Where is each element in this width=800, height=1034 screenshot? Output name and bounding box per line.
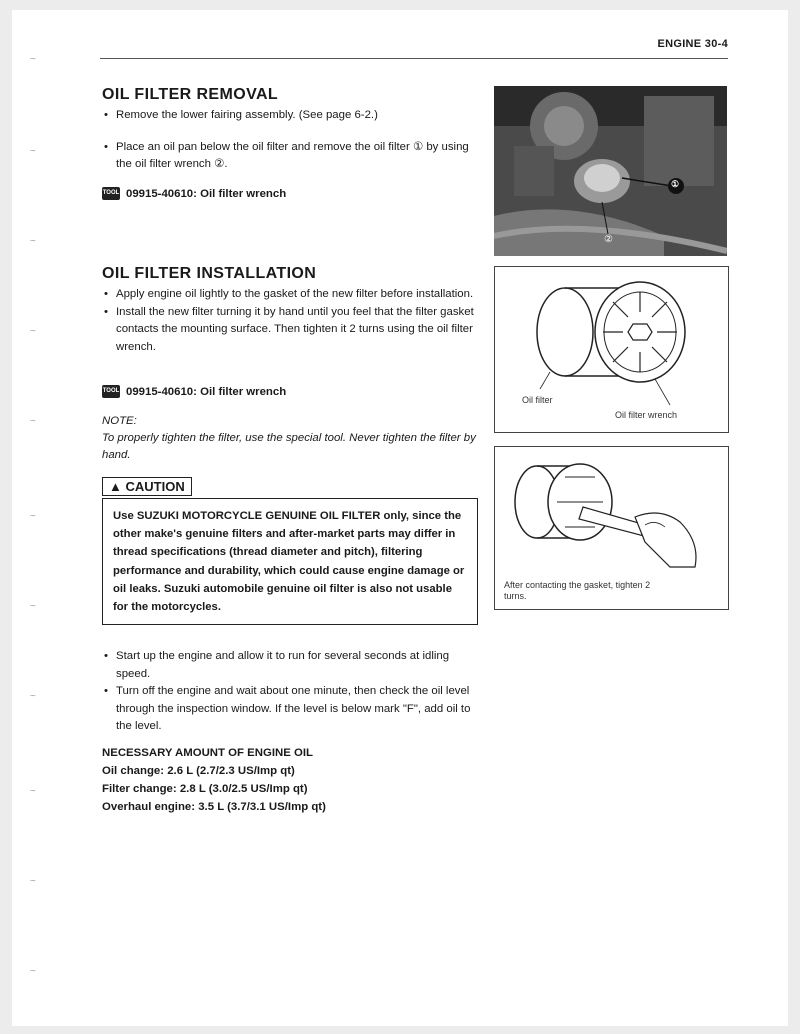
installation-tool [102, 385, 286, 398]
installation-title: OIL FILTER INSTALLATION [102, 265, 317, 282]
amount-title: NECESSARY AMOUNT OF ENGINE OIL [102, 747, 313, 759]
after-step: • Turn off the engine and wait about one minute, then check the oil level through the inspection window. If the level is below mark "F", add oil to the level. [102, 683, 478, 736]
caution-label [102, 477, 192, 496]
binder-mark: ~ [30, 786, 36, 797]
tighten-figure [494, 446, 729, 610]
installation-tool-text: 09915-40610: Oil filter wrench [126, 385, 287, 398]
amount-block [102, 744, 326, 816]
installation-step: • Apply engine oil lightly to the gasket of the new filter before installation. [102, 286, 478, 304]
amount-line: Overhaul engine: 3.5 L (3.7/3.1 US/Imp qt) [102, 801, 326, 813]
photo-callout-1: ① [671, 179, 680, 189]
binder-mark: ~ [30, 146, 36, 157]
installation-step: • Install the new filter turning it by hand until you feel that the filter gasket contacts the mounting surface. Then tighten it 2 turns using the oil filter wrench. [102, 304, 478, 357]
tool-icon: TOOL [102, 385, 120, 398]
caution-label-text: CAUTION [125, 479, 185, 494]
engine-photo-icon [494, 86, 727, 256]
removal-tool [102, 187, 286, 200]
after-steps [102, 648, 478, 736]
filter-wrench-icon [495, 267, 728, 432]
binder-mark: ~ [30, 876, 36, 887]
warning-triangle-icon: ▲ [109, 479, 122, 494]
removal-step: • Place an oil pan below the oil filter and remove the oil filter ① by using the oil filter wrench ②. [102, 139, 478, 174]
running-head: ENGINE 30-4 [657, 38, 728, 50]
binder-mark: ~ [30, 966, 36, 977]
note [102, 413, 478, 464]
amount-line: Filter change: 2.8 L (3.0/2.5 US/Imp qt) [102, 783, 308, 795]
binder-mark: ~ [30, 236, 36, 247]
fig2-label-oil-filter: Oil filter [522, 395, 553, 405]
binder-mark: ~ [30, 326, 36, 337]
binder-mark: ~ [30, 601, 36, 612]
binder-mark: ~ [30, 691, 36, 702]
amount-line: Oil change: 2.6 L (2.7/2.3 US/Imp qt) [102, 765, 295, 777]
after-step: • Start up the engine and allow it to run for several seconds at idling speed. [102, 648, 478, 683]
fig2-label-wrench: Oil filter wrench [615, 410, 678, 420]
removal-tool-text: 09915-40610: Oil filter wrench [126, 187, 287, 200]
caution-box: Use SUZUKI MOTORCYCLE GENUINE OIL FILTER only, since the other make's genuine filters and after-market parts may differ in thread specifications (thread diameter and pitch), filtering performance and durability, which could cause engine damage or oil leaks. Suzuki automobile genuine oil filter is also not usable for the motorcycles. [102, 498, 478, 625]
oil-filter-photo [494, 86, 727, 256]
note-label: NOTE: [102, 415, 137, 427]
removal-step: • Remove the lower fairing assembly. (See page 6-2.) [102, 107, 478, 125]
binder-mark: ~ [30, 416, 36, 427]
header-rule [100, 58, 728, 59]
tool-icon: TOOL [102, 187, 120, 200]
removal-steps [102, 107, 478, 174]
photo-callout-2: ② [604, 234, 613, 245]
note-text: To properly tighten the filter, use the special tool. Never tighten the filter by hand. [102, 432, 476, 461]
fig3-caption: After contacting the gasket, tighten 2 turns. [504, 580, 651, 601]
binder-mark: ~ [30, 54, 36, 65]
installation-steps [102, 286, 478, 356]
removal-title: OIL FILTER REMOVAL [102, 86, 279, 103]
binder-mark: ~ [30, 511, 36, 522]
filter-wrench-figure [494, 266, 729, 433]
